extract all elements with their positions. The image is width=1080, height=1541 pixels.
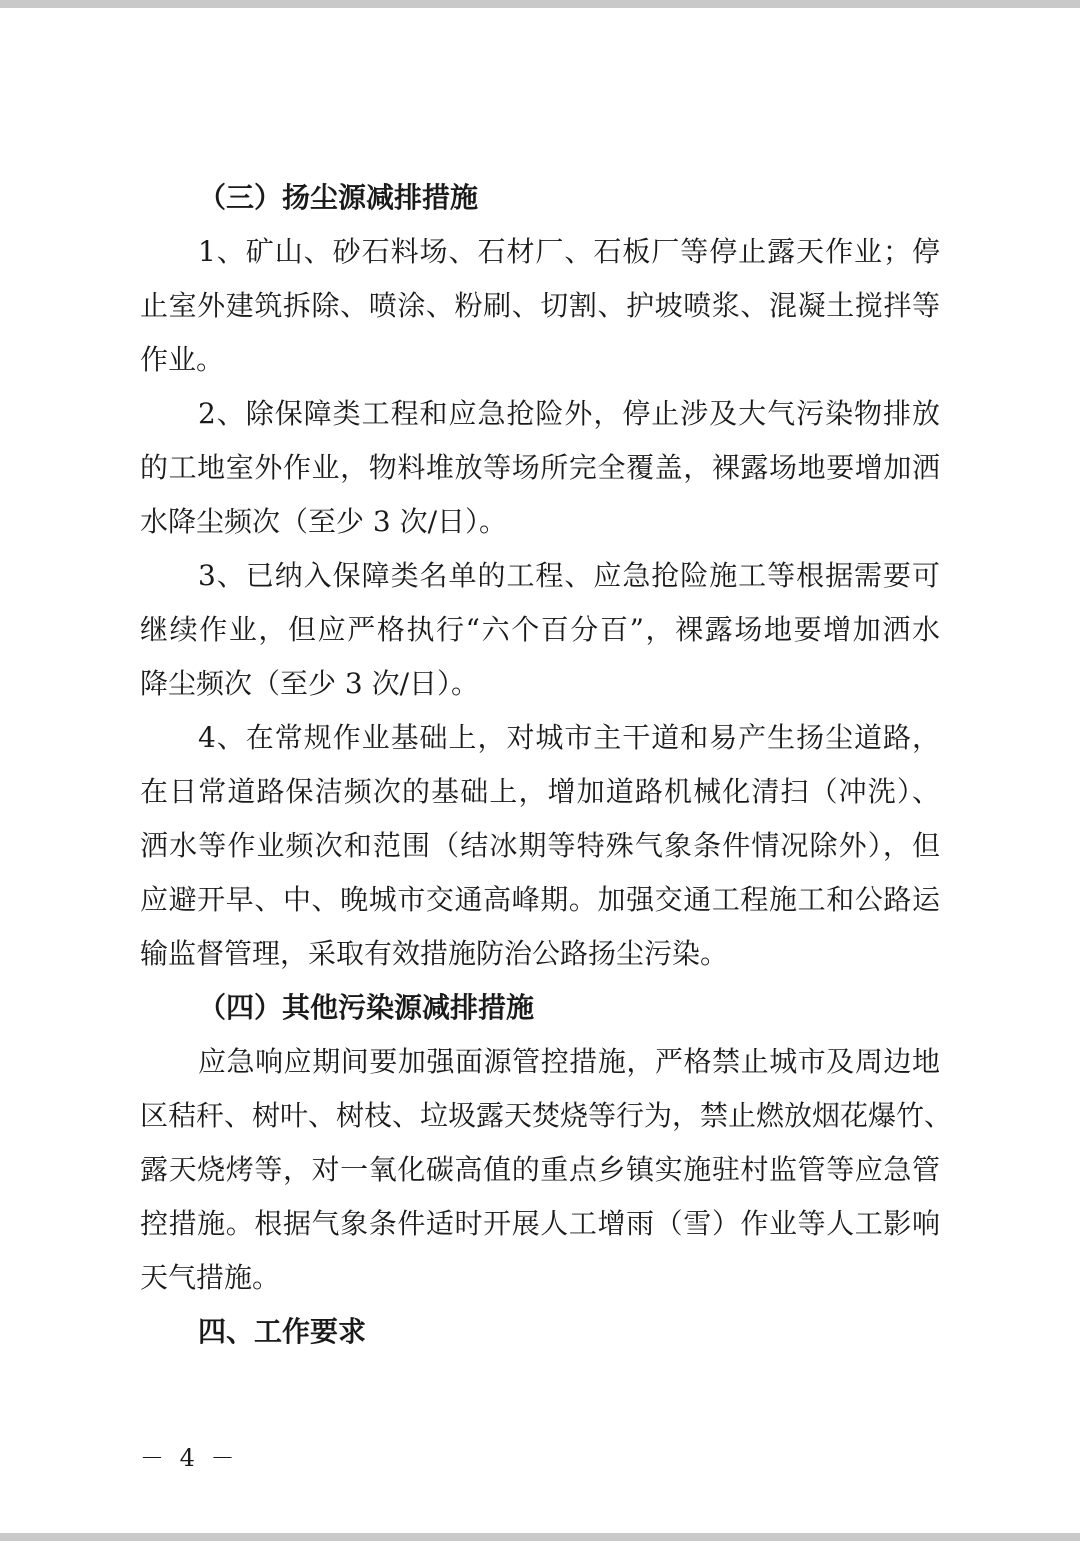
section-heading-other: （四）其他污染源减排措施: [198, 991, 535, 1024]
paragraph-line: 洒水等作业频次和范围（结冰期等特殊气象条件情况除外），但: [140, 829, 940, 862]
paragraph-line: 水降尘频次（至少 3 次/日）。: [140, 505, 508, 538]
paragraph-line: 天气措施。: [140, 1261, 281, 1294]
paragraph-line: 3、已纳入保障类名单的工程、应急抢险施工等根据需要可: [198, 559, 940, 592]
paragraph-line: 4、在常规作业基础上，对城市主干道和易产生扬尘道路，: [198, 721, 940, 754]
paragraph-line: 应急响应期间要加强面源管控措施，严格禁止城市及周边地: [198, 1045, 940, 1078]
paragraph-line: 在日常道路保洁频次的基础上，增加道路机械化清扫（冲洗）、: [140, 775, 940, 808]
paragraph-line: 应避开早、中、晚城市交通高峰期。加强交通工程施工和公路运: [140, 883, 940, 916]
paragraph-line: 输监督管理，采取有效措施防治公路扬尘污染。: [140, 937, 729, 970]
paragraph-line: 区秸秆、树叶、树枝、垃圾露天焚烧等行为，禁止燃放烟花爆竹、: [140, 1099, 953, 1132]
paragraph-line: 2、除保障类工程和应急抢险外，停止涉及大气污染物排放: [198, 397, 940, 430]
paragraph-line: 作业。: [140, 343, 225, 376]
paragraph-line: 继续作业，但应严格执行“六个百分百”，裸露场地要增加洒水: [140, 613, 940, 646]
paragraph-line: 控措施。根据气象条件适时开展人工增雨（雪）作业等人工影响: [140, 1207, 940, 1240]
page-number: － 4 －: [140, 1444, 239, 1472]
bottom-border: [0, 1533, 1080, 1541]
section-heading-dust: （三）扬尘源减排措施: [198, 181, 479, 214]
top-border: [0, 0, 1080, 8]
paragraph-line: 的工地室外作业，物料堆放等场所完全覆盖，裸露场地要增加洒: [140, 451, 940, 484]
paragraph-line: 降尘频次（至少 3 次/日）。: [140, 667, 480, 700]
paragraph-line: 1、矿山、砂石料场、石材厂、石板厂等停止露天作业；停: [198, 235, 940, 268]
paragraph-line: 露天烧烤等，对一氧化碳高值的重点乡镇实施驻村监管等应急管: [140, 1153, 940, 1186]
paragraph-line: 止室外建筑拆除、喷涂、粉刷、切割、护坡喷浆、混凝土搅拌等: [140, 289, 940, 322]
chapter-heading-work-requirements: 四、工作要求: [198, 1315, 367, 1348]
